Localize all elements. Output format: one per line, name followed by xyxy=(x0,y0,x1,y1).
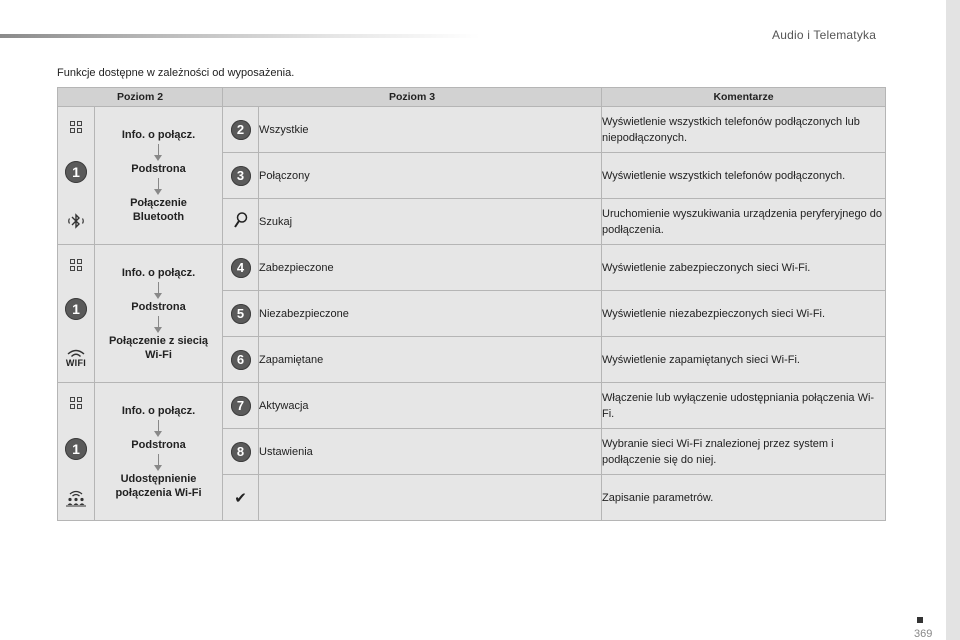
page-number: 369 xyxy=(914,628,933,640)
group-level2-wifi xyxy=(95,245,223,383)
step-number: 8 xyxy=(231,442,251,462)
checkmark-icon: ✔ xyxy=(234,489,247,507)
step-number: 1 xyxy=(65,161,87,183)
table-row xyxy=(58,245,886,291)
step-number: 7 xyxy=(231,396,251,416)
row-number-cell xyxy=(223,199,259,245)
table-row xyxy=(58,107,886,153)
level3-label: Ustawienia xyxy=(259,429,602,475)
level2-label: Połączenie Bluetooth xyxy=(130,196,187,223)
connection-sharing-icon xyxy=(65,489,87,507)
header-level2: Poziom 2 xyxy=(58,88,223,107)
apps-grid-icon xyxy=(70,259,82,271)
level2-label: Info. o połącz. xyxy=(121,404,196,417)
group-icons-wifi xyxy=(58,245,95,383)
arrow-down-icon xyxy=(158,282,159,294)
level2-label: Podstrona xyxy=(131,300,186,313)
step-number: 3 xyxy=(231,166,251,186)
row-number-cell xyxy=(223,337,259,383)
table-row xyxy=(58,383,886,429)
header-comment: Komentarze xyxy=(602,88,886,107)
table-header-row xyxy=(58,88,886,107)
group-level2-hotspot xyxy=(95,383,223,521)
header-gradient-bar xyxy=(0,34,480,38)
level3-label: Połączony xyxy=(259,153,602,199)
row-number-cell xyxy=(223,383,259,429)
comment-text: Wybranie sieci Wi-Fi znalezionej przez system i podłączenie się do niej. xyxy=(602,429,886,475)
wifi-icon xyxy=(66,348,86,369)
apps-grid-icon xyxy=(70,121,82,133)
level3-label xyxy=(259,475,602,521)
comment-text: Wyświetlenie zapamiętanych sieci Wi-Fi. xyxy=(602,337,886,383)
level2-label: Podstrona xyxy=(131,438,186,451)
level3-label: Zabezpieczone xyxy=(259,245,602,291)
comment-text: Zapisanie parametrów. xyxy=(602,475,886,521)
arrow-down-icon xyxy=(158,420,159,432)
row-number-cell xyxy=(223,107,259,153)
section-title: Audio i Telematyka xyxy=(772,28,877,42)
arrow-down-icon xyxy=(158,316,159,328)
comment-text: Wyświetlenie wszystkich telefonów podłączonych lub niepodłączonych. xyxy=(602,107,886,153)
step-number: 2 xyxy=(231,120,251,140)
row-number-cell xyxy=(223,291,259,337)
level3-label: Aktywacja xyxy=(259,383,602,429)
menu-table xyxy=(57,87,886,521)
step-number: 4 xyxy=(231,258,251,278)
comment-text: Wyświetlenie wszystkich telefonów podłączonych. xyxy=(602,153,886,199)
comment-text: Wyświetlenie niezabezpieczonych sieci Wi-Fi. xyxy=(602,291,886,337)
level3-label: Wszystkie xyxy=(259,107,602,153)
step-number: 6 xyxy=(231,350,251,370)
row-number-cell xyxy=(223,475,259,521)
level2-label: Info. o połącz. xyxy=(121,266,196,279)
level2-label: Połączenie z siecią Wi-Fi xyxy=(108,334,209,361)
group-icons-hotspot xyxy=(58,383,95,521)
level3-label: Niezabezpieczone xyxy=(259,291,602,337)
level2-label: Info. o połącz. xyxy=(121,128,196,141)
row-number-cell xyxy=(223,153,259,199)
group-level2-bluetooth xyxy=(95,107,223,245)
level2-label: Udostępnienie połączenia Wi-Fi xyxy=(115,472,202,499)
search-icon xyxy=(233,211,249,232)
step-number: 5 xyxy=(231,304,251,324)
level3-label: Zapamiętane xyxy=(259,337,602,383)
group-icons-bluetooth xyxy=(58,107,95,245)
comment-text: Wyświetlenie zabezpieczonych sieci Wi-Fi. xyxy=(602,245,886,291)
header-level3: Poziom 3 xyxy=(223,88,602,107)
arrow-down-icon xyxy=(158,144,159,156)
apps-grid-icon xyxy=(70,397,82,409)
comment-text: Uruchomienie wyszukiwania urządzenia peryferyjnego do podłączenia. xyxy=(602,199,886,245)
level2-label: Podstrona xyxy=(131,162,186,175)
row-number-cell xyxy=(223,245,259,291)
step-number: 1 xyxy=(65,438,87,460)
page-side-strip xyxy=(946,0,960,640)
row-number-cell xyxy=(223,429,259,475)
page-marker xyxy=(917,617,923,623)
level3-label: Szukaj xyxy=(259,199,602,245)
arrow-down-icon xyxy=(158,178,159,190)
step-number: 1 xyxy=(65,298,87,320)
bluetooth-icon xyxy=(66,211,86,231)
comment-text: Włączenie lub wyłączenie udostępniania połączenia Wi-Fi. xyxy=(602,383,886,429)
intro-text: Funkcje dostępne w zależności od wyposażenia. xyxy=(57,67,295,79)
wifi-icon-label: WIFI xyxy=(65,357,87,368)
arrow-down-icon xyxy=(158,454,159,466)
